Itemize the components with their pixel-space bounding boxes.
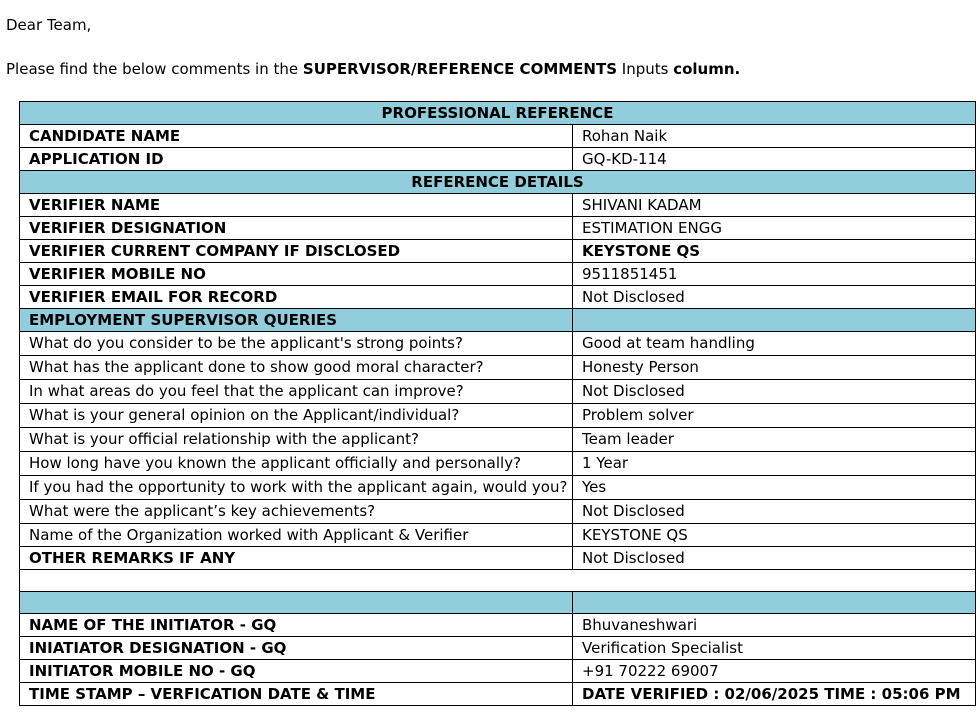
email-intro [6,59,740,79]
query-value: 1 Year [573,452,976,476]
application-id-value: GQ-KD-114 [573,148,976,171]
other-remarks-label: OTHER REMARKS IF ANY [20,547,573,570]
spacer-cell [20,570,976,592]
table-row [20,332,976,356]
other-remarks-value: Not Disclosed [573,547,976,570]
query-value: Honesty Person [573,356,976,380]
table-row [20,125,976,148]
candidate-name-label: CANDIDATE NAME [20,125,573,148]
intro-suffix: column. [673,60,741,78]
timestamp-label: TIME STAMP – VERFICATION DATE & TIME [20,683,573,706]
table-row [20,452,976,476]
table-row [20,356,976,380]
query-label: What has the applicant done to show good moral character? [20,356,573,380]
query-label: What do you consider to be the applicant's strong points? [20,332,573,356]
table-row [20,380,976,404]
table-row [20,240,976,263]
query-value: KEYSTONE QS [573,524,976,547]
table-row [20,263,976,286]
table-row [20,404,976,428]
blank-section-row [20,592,976,614]
table-row [20,286,976,309]
verifier-mobile-label: VERIFIER MOBILE NO [20,263,573,286]
query-value: Good at team handling [573,332,976,356]
query-value: Not Disclosed [573,380,976,404]
query-value: Team leader [573,428,976,452]
section-header-row [20,102,976,125]
candidate-name-value: Rohan Naik [573,125,976,148]
section-header-row [20,309,976,332]
blank-section-cell [20,592,573,614]
verifier-email-value: Not Disclosed [573,286,976,309]
table-row [20,476,976,500]
verifier-name-label: VERIFIER NAME [20,194,573,217]
verifier-designation-value: ESTIMATION ENGG [573,217,976,240]
verifier-mobile-value: 9511851451 [573,263,976,286]
query-label: What is your general opinion on the Applicant/individual? [20,404,573,428]
initiator-designation-value: Verification Specialist [573,637,976,660]
professional-reference-table [19,101,976,706]
verifier-designation-label: VERIFIER DESIGNATION [20,217,573,240]
intro-highlight: SUPERVISOR/REFERENCE COMMENTS [302,60,618,78]
table-row [20,547,976,570]
query-value: Not Disclosed [573,500,976,524]
verifier-email-label: VERIFIER EMAIL FOR RECORD [20,286,573,309]
professional-reference-header: PROFESSIONAL REFERENCE [20,102,976,125]
initiator-designation-label: INIATIATOR DESIGNATION - GQ [20,637,573,660]
verifier-name-value: SHIVANI KADAM [573,194,976,217]
reference-details-header: REFERENCE DETAILS [20,171,976,194]
blank-section-cell [573,592,976,614]
table-row [20,500,976,524]
query-label: Name of the Organization worked with Applicant & Verifier [20,524,573,547]
supervisor-queries-header-empty [573,309,976,332]
table-row [20,428,976,452]
table-row [20,683,976,706]
query-label: How long have you known the applicant officially and personally? [20,452,573,476]
email-greeting: Dear Team, [6,16,92,34]
intro-middle: Inputs [617,60,674,78]
section-header-row [20,171,976,194]
table-row [20,217,976,240]
initiator-name-label: NAME OF THE INITIATOR - GQ [20,614,573,637]
query-label: What is your official relationship with the applicant? [20,428,573,452]
query-label: What were the applicant’s key achievements? [20,500,573,524]
table-row [20,148,976,171]
timestamp-value: DATE VERIFIED : 02/06/2025 TIME : 05:06 PM [573,683,976,706]
query-value: Yes [573,476,976,500]
table-row [20,194,976,217]
initiator-name-value: Bhuvaneshwari [573,614,976,637]
table-row [20,660,976,683]
query-label: If you had the opportunity to work with the applicant again, would you? [20,476,573,500]
table-row [20,524,976,547]
table-row [20,637,976,660]
initiator-mobile-value: +91 70222 69007 [573,660,976,683]
application-id-label: APPLICATION ID [20,148,573,171]
supervisor-queries-header: EMPLOYMENT SUPERVISOR QUERIES [20,309,573,332]
verifier-company-label: VERIFIER CURRENT COMPANY IF DISCLOSED [20,240,573,263]
query-value: Problem solver [573,404,976,428]
initiator-mobile-label: INITIATOR MOBILE NO - GQ [20,660,573,683]
query-label: In what areas do you feel that the applicant can improve? [20,380,573,404]
intro-prefix: Please find the below comments in the [6,60,303,78]
verifier-company-value: KEYSTONE QS [573,240,976,263]
spacer-row [20,570,976,592]
table-row [20,614,976,637]
